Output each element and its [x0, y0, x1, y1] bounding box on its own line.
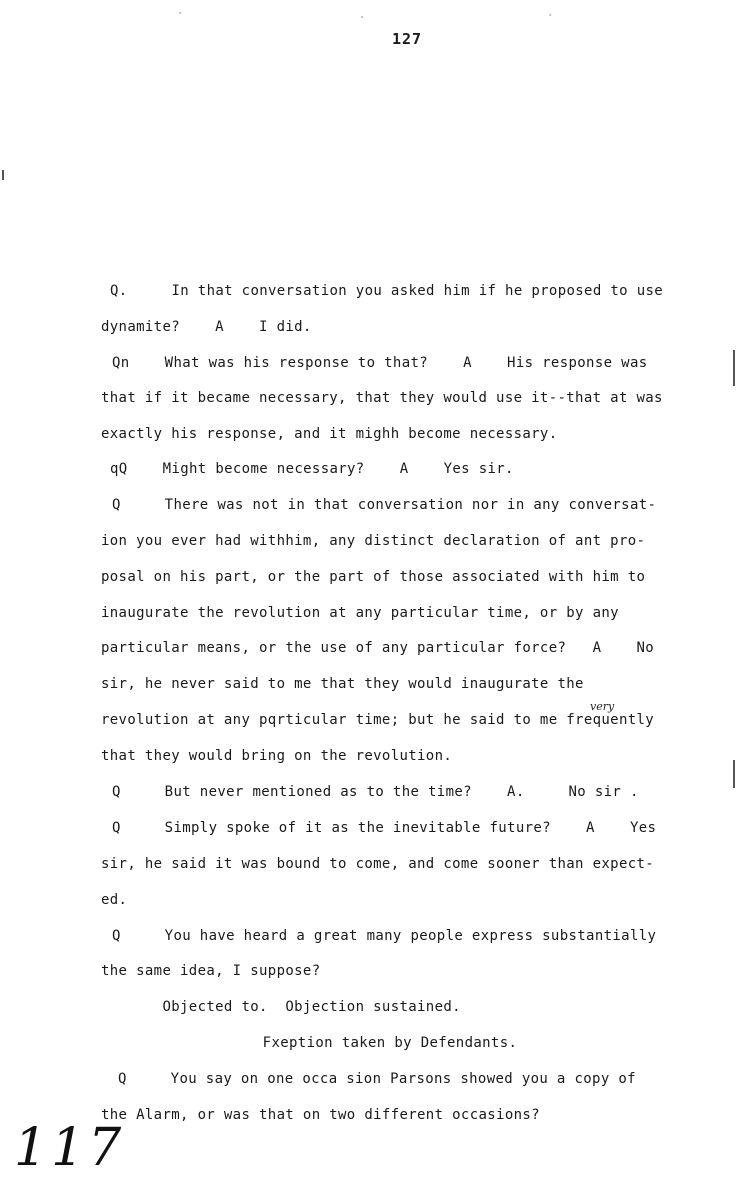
text-line: Q You have heard a great many people express substantially — [112, 928, 657, 944]
paper-speck: · — [176, 6, 185, 22]
text-line: ion you ever had withhim, any distinct declaration of ant pro- — [101, 533, 646, 549]
text-line: the Alarm, or was that on two different occasions? — [101, 1107, 540, 1123]
paper-speck: · — [546, 8, 555, 24]
text-line: the same idea, I suppose? — [101, 963, 321, 979]
text-line: Q Simply spoke of it as the inevitable future? A Yes — [112, 820, 657, 836]
interlinear-insertion: very — [590, 700, 615, 713]
paper-speck: · — [358, 10, 367, 26]
text-line: dynamite? A I did. — [101, 319, 312, 335]
text-line: ed. — [101, 892, 128, 908]
text-line: revolution at any pqrticular time; but he said to me frequently — [101, 712, 655, 728]
text-line: Fxeption taken by Defendants. — [131, 1035, 518, 1051]
text-line: Q. In that conversation you asked him if he proposed to use — [110, 283, 664, 299]
text-line: exactly his response, and it mighh become necessary. — [101, 426, 558, 442]
text-line: sir, he never said to me that they would inaugurate the — [101, 676, 584, 692]
text-line: inaugurate the revolution at any particular time, or by any — [101, 605, 619, 621]
text-line: that if it became necessary, that they would use it--that at was — [101, 390, 663, 406]
margin-mark — [733, 350, 735, 386]
handwritten-number: 117 — [14, 1118, 126, 1178]
text-line: Q You say on one occa sion Parsons showed you a copy of — [118, 1071, 636, 1087]
text-line: Q But never mentioned as to the time? A. No sir . — [112, 784, 639, 800]
text-line: Q There was not in that conversation nor in any conversat- — [112, 497, 657, 513]
text-line: Qn What was his response to that? A His response was — [112, 355, 648, 371]
text-line: qQ Might become necessary? A Yes sir. — [110, 461, 514, 477]
text-line: sir, he said it was bound to come, and come sooner than expect- — [101, 856, 655, 872]
text-line: Objected to. Objection sustained. — [101, 999, 461, 1015]
page-number: 127 — [392, 30, 423, 48]
text-line: particular means, or the use of any particular force? A No — [101, 640, 655, 656]
margin-mark — [2, 170, 4, 180]
text-line: posal on his part, or the part of those associated with him to — [101, 569, 646, 585]
margin-mark — [733, 760, 735, 788]
text-line: that they would bring on the revolution. — [101, 748, 453, 764]
